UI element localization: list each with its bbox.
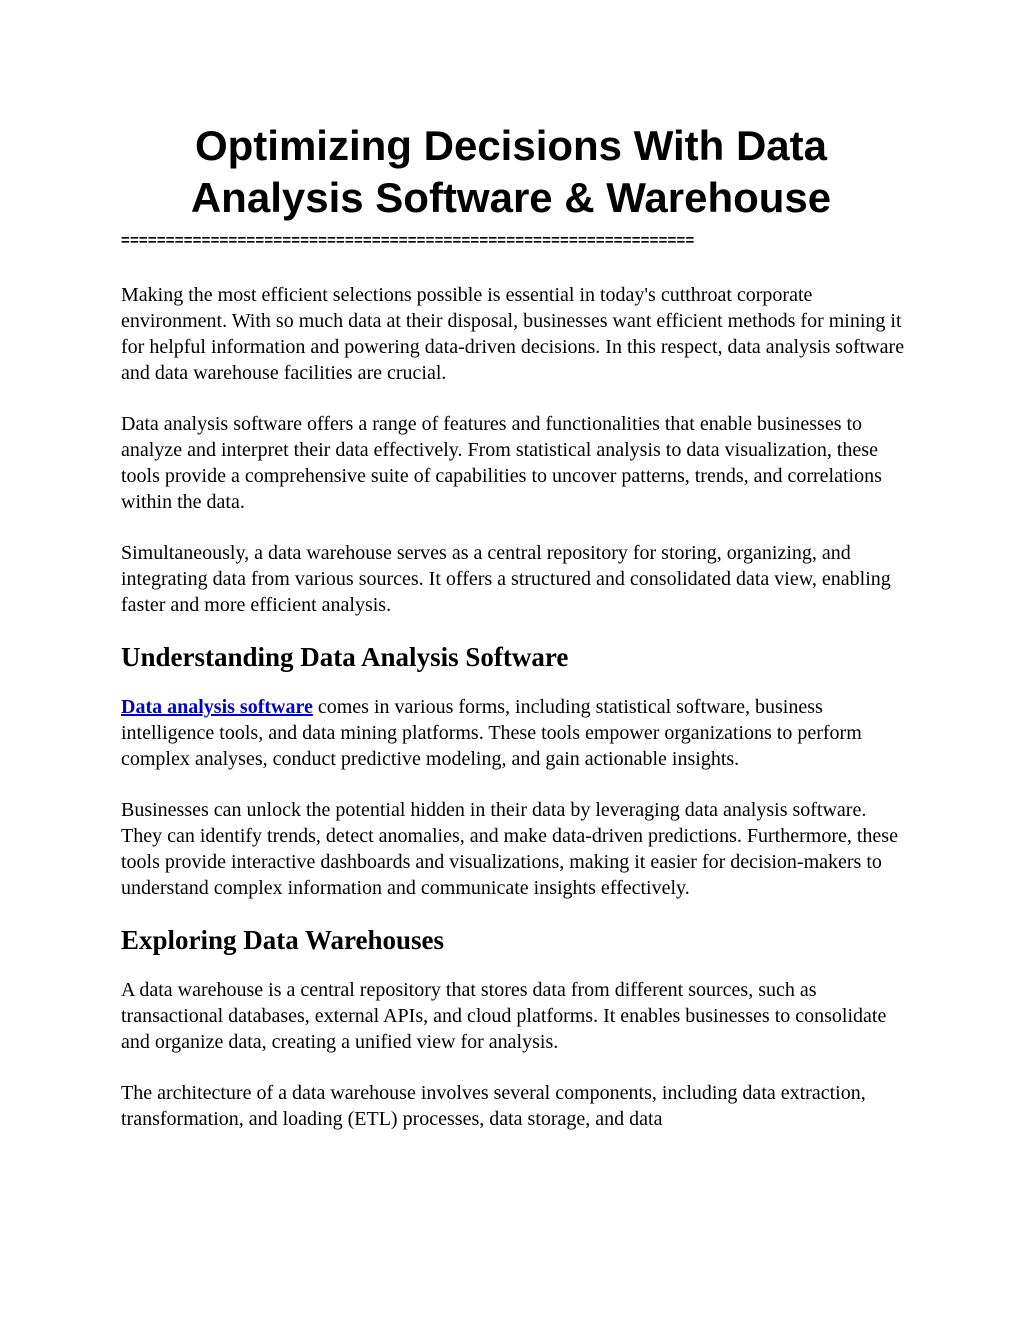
section-heading-data-warehouses: Exploring Data Warehouses (121, 925, 445, 955)
intro-paragraph-2: Data analysis software offers a range of features and functionalities that enable businesses to analyze and interpret their data effectively. From statistical analysis to data visualization, these tools provide a comprehensive suite of capabilities to uncover patterns, trends, and correlations within the data. (121, 413, 882, 513)
section1-paragraph-1 (121, 694, 911, 772)
data-analysis-software-link[interactable]: Data analysis software (121, 696, 313, 718)
document-page (121, 120, 911, 1132)
section1-paragraph-1-text: comes in various forms, including statistical software, business intelligence tools, and data mining platforms. These tools empower organizations to perform complex analyses, conduct predictive modeling, and gain actionable insights. (121, 696, 862, 770)
intro-paragraph-1: Making the most efficient selections possible is essential in today's cutthroat corporate environment. With so much data at their disposal, businesses want efficient methods for mining it for helpful information and powering data-driven decisions. In this respect, data analysis software and data warehouse facilities are crucial. (121, 284, 905, 384)
intro-paragraph-3: Simultaneously, a data warehouse serves as a central repository for storing, organizing, and integrating data from various sources. It offers a structured and consolidated data view, enabling faster and more efficient analysis. (121, 542, 891, 616)
section1-paragraph-2: Businesses can unlock the potential hidden in their data by leveraging data analysis software. They can identify trends, detect anomalies, and make data-driven predictions. Furthermore, these tools provide interactive dashboards and visualizations, making it easier for decision-makers to understand complex information and communicate insights effectively. (121, 799, 898, 899)
section-heading-data-analysis-software: Understanding Data Analysis Software (121, 642, 569, 672)
section2-paragraph-1: A data warehouse is a central repository that stores data from different sources, such as transactional databases, external APIs, and cloud platforms. It enables businesses to consolidate and organize data, creating a unified view for analysis. (121, 979, 887, 1053)
page-title: Optimizing Decisions With Data Analysis Software & Warehouse (190, 122, 832, 221)
section2-paragraph-2: The architecture of a data warehouse involves several components, including data extraction, transformation, and loading (ETL) processes, data storage, and data (121, 1082, 866, 1130)
title-separator: ================================================================ (121, 232, 695, 249)
